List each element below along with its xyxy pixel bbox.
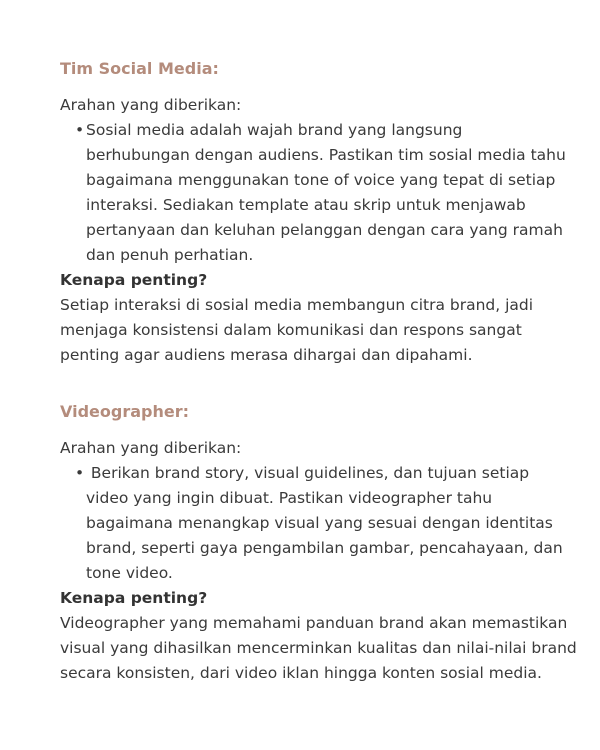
bullet-line: bagaimana menggunakan tone of voice yang tepat di setiap [86, 171, 556, 189]
kenapa-paragraph [60, 293, 580, 368]
bullet-line: tone video. [86, 564, 173, 582]
section-videographer [60, 400, 580, 686]
bullet-icon: • [75, 121, 85, 139]
bullet-line: pertanyaan dan keluhan pelanggan dengan cara yang ramah [86, 221, 563, 239]
bullet-line: brand, seperti gaya pengambilan gambar, pencahayaan, dan [86, 539, 563, 557]
bullet-line: video yang ingin dibuat. Pastikan videographer tahu [86, 489, 493, 507]
list-item [60, 118, 580, 268]
arahan-label: Arahan yang diberikan: [60, 439, 242, 457]
paragraph-line: secara konsisten, dari video iklan hingga konten sosial media. [60, 664, 542, 682]
list-item [60, 461, 580, 586]
kenapa-heading: Kenapa penting? [60, 271, 208, 289]
paragraph-line: penting agar audiens merasa dihargai dan dipahami. [60, 346, 473, 364]
bullet-icon: • [75, 464, 85, 482]
paragraph-line: visual yang dihasilkan mencerminkan kualitas dan nilai-nilai brand [60, 639, 577, 657]
section-heading: Videographer: [60, 402, 190, 421]
section-tim-social-media [60, 57, 580, 368]
bullet-line: dan penuh perhatian. [86, 246, 254, 264]
bullet-line: interaksi. Sediakan template atau skrip untuk menjawab [86, 196, 526, 214]
section-heading: Tim Social Media: [60, 59, 219, 78]
paragraph-line: menjaga konsistensi dalam komunikasi dan respons sangat [60, 321, 522, 339]
bullet-line: bagaimana menangkap visual yang sesuai dengan identitas [86, 514, 553, 532]
kenapa-paragraph [60, 611, 580, 686]
bullet-line: berhubungan dengan audiens. Pastikan tim sosial media tahu [86, 146, 566, 164]
bullet-list [60, 461, 580, 586]
paragraph-line: Videographer yang memahami panduan brand akan memastikan [60, 614, 568, 632]
arahan-label: Arahan yang diberikan: [60, 96, 242, 114]
bullet-list [60, 118, 580, 268]
bullet-line: Sosial media adalah wajah brand yang langsung [86, 121, 463, 139]
paragraph-line: Setiap interaksi di sosial media membangun citra brand, jadi [60, 296, 534, 314]
bullet-line: Berikan brand story, visual guidelines, dan tujuan setiap [86, 464, 530, 482]
kenapa-heading: Kenapa penting? [60, 589, 208, 607]
